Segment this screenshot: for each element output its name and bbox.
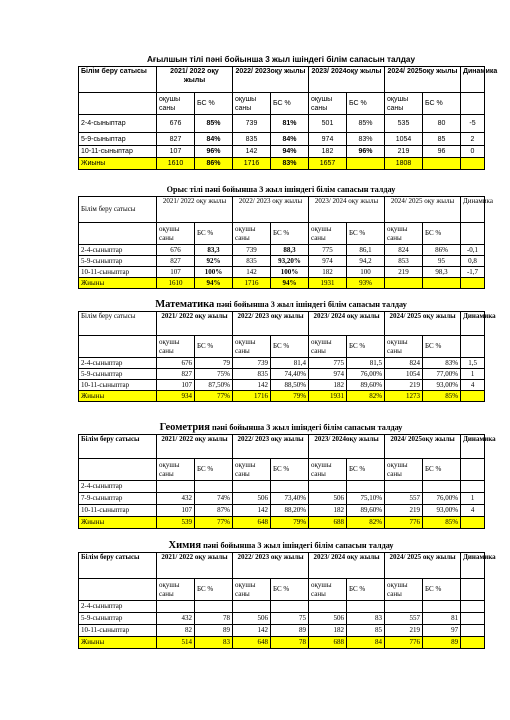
year-header: 2022/ 2023оқу жылы	[233, 67, 309, 93]
year-header: 2022/ 2023 оқу жылы	[233, 435, 309, 459]
col-dynamics: Динамика	[461, 435, 485, 459]
year-header: 2023/ 2024 оқу жылы	[309, 197, 385, 223]
col-stage: Білім беру сатысы	[79, 435, 157, 459]
year-header: 2021/ 2022 оқу жылы	[157, 435, 233, 459]
col-dynamics: Динамика	[461, 197, 485, 223]
total-row: Жиыны 1610 86% 1716 83% 1657 1808	[79, 158, 485, 170]
col-stage: Білім беру сатысы	[79, 197, 157, 223]
year-header: 2023/ 2024оқу жылы	[309, 435, 385, 459]
table-row: 7-9-сыныптар 432 74% 506 73,40% 506 75,10% 557 76,00% 1	[79, 493, 485, 505]
table-title: Математика пәні бойынша 3 жыл ішіндегі білім сапасын талдау	[155, 299, 407, 310]
year-header: 2022/ 2023 оқу жылы	[233, 197, 309, 223]
col-dynamics: Динамика	[461, 67, 485, 93]
total-row: Жиыны 514 83 648 78 688 84 776 89	[79, 637, 485, 649]
year-header: 2023/ 2024 оқу жылы	[309, 553, 385, 579]
year-header: 2021/ 2022 оқу жылы	[157, 553, 233, 579]
sub-pct: БС %	[347, 93, 385, 115]
english-table	[78, 66, 498, 170]
table-title: Химия пәні бойынша 3 жыл ішіндегі білім сапасын талдау	[168, 540, 394, 551]
sub-pct: БС %	[195, 93, 233, 115]
table-row: 10-11-сыныптар 107 100% 142 100% 182 100 219 98,3 -1,7	[79, 267, 485, 278]
math-table: Білім беру сатысы 2021/ 2022 оқу жылы 2022/ 2023 оқу жылы 2023/ 2024 оқу жылы 2024/ 2025 оқу жылы Динамика оқушы саны БС % оқушы саны БС % оқушы саны БС % оқушы саны БС % 2-4-сыныптар 676 79 739 81,4 775 81,5 824 83% 1,5 5-9-сыныптар 827 75% 835 74,40% 974 76,00% 1054 77,00% 1 10-11-сыныптар 107 87,50% 142 88,50% 182 89,60% 219 93,00% 4 Жиыны 934 77% 1716 79% 1931 82% 1273 85%	[78, 311, 485, 402]
col-stage: Білім беру сатысы	[79, 312, 157, 336]
table-row: 2-4-сыныптар	[79, 481, 485, 493]
table-row: 10-11-сыныптар 107 87,50% 142 88,50% 182 89,60% 219 93,00% 4	[79, 380, 485, 391]
russian-analysis	[78, 184, 493, 289]
year-header: 2024/ 2025 оқу жылы	[385, 553, 461, 579]
sub-count: оқушы саны	[233, 93, 271, 115]
russian-table: Білім беру сатысы 2021/ 2022 оқу жылы 2022/ 2023 оқу жылы 2023/ 2024 оқу жылы 2024/ 2025 оқу жылы Динамика оқушы саны БС % оқушы саны БС % оқушы саны БС % оқушы саны БС % 2-4-сыныптар 676 83,3 739 88,3 775 86,1 824 86% -0,1 5-9-сыныптар 827 92% 835 93,20% 974 94,2 853 95 0,8 10-11-сыныптар 107 100% 142 100% 182 100 219 98,3 -1,7 Жиыны 1610 94% 1716 94% 1931 93%	[78, 196, 485, 289]
year-header: 2024/ 2025оқу жылы	[385, 435, 461, 459]
total-row: Жиыны 934 77% 1716 79% 1931 82% 1273 85%	[79, 391, 485, 402]
english-analysis	[78, 54, 498, 170]
sub-pct: БС %	[271, 93, 309, 115]
year-header: 2021/ 2022 оқу жылы	[157, 197, 233, 223]
total-row: Жиыны 1610 94% 1716 94% 1931 93%	[79, 278, 485, 289]
table-row: 2-4-сыныптар	[79, 601, 485, 613]
table-row: 2-4-сыныптар 676 83,3 739 88,3 775 86,1 824 86% -0,1	[79, 245, 485, 256]
table-title: Геометрия пәні бойынша 3 жыл ішіндегі білім сапасын талдау	[159, 422, 403, 433]
table-row: 2-4-сыныптар 676 85% 739 81% 501 85% 535 80 -5	[79, 115, 485, 133]
year-header: 2021/ 2022 оқу жылы	[157, 312, 233, 336]
col-dynamics: Динамика	[461, 553, 485, 579]
table-row: 10-11-сыныптар 107 96% 142 94% 182 96% 219 96 0	[79, 146, 485, 158]
year-header: 2024/ 2025 оқу жылы	[385, 312, 461, 336]
col-stage: Білім беру сатысы	[79, 553, 157, 579]
year-header: 2024/ 2025 оқу жылы	[385, 197, 461, 223]
table-row: 5-9-сыныптар 827 92% 835 93,20% 974 94,2 853 95 0,8	[79, 256, 485, 267]
total-row: Жиыны 539 77% 648 79% 688 82% 776 85%	[79, 517, 485, 529]
geometry-table: Білім беру сатысы 2021/ 2022 оқу жылы 2022/ 2023 оқу жылы 2023/ 2024оқу жылы 2024/ 2025оқу жылы Динамика оқушы саны БС % оқушы саны БС % оқушы саны БС % оқушы саны БС % 2-4-сыныптар 7-9-сыныптар 432 74% 506 73,40% 506 75,10% 557 76,00% 1 10-11-сыныптар 107 87% 142 88,20% 182 89,60% 219 93,00% 4 Жиыны 539 77% 648 79% 688 82% 776 85%	[78, 434, 485, 529]
year-header: 2023/ 2024 оқу жылы	[309, 312, 385, 336]
col-dynamics: Динамика	[461, 312, 485, 336]
year-header: 2024/ 2025оқу жылы	[385, 67, 461, 93]
sub-count: оқушы саны	[385, 93, 423, 115]
sub-count: оқушы саны	[309, 93, 347, 115]
sub-pct: БС %	[423, 93, 461, 115]
chemistry-table: Білім беру сатысы 2021/ 2022 оқу жылы 2022/ 2023 оқу жылы 2023/ 2024 оқу жылы 2024/ 2025 оқу жылы Динамика оқушы саны БС % оқушы саны БС % оқушы саны БС % оқушы саны БС % 2-4-сыныптар 5-9-сыныптар 432 78 506 75 506 83 557 81 10-11-сыныптар 82 89 142 89 182 85 219 97 Жиыны 514 83 648 78 688 84 776 89	[78, 552, 485, 649]
chemistry-analysis	[78, 540, 496, 649]
table-title: Ағылшын тілі пәні бойынша 3 жыл ішіндегі білім сапасын талдау	[146, 55, 416, 64]
table-row: 10-11-сыныптар 82 89 142 89 182 85 219 97	[79, 625, 485, 637]
year-header: 2022/ 2023 оқу жылы	[233, 553, 309, 579]
geometry-analysis	[78, 422, 496, 529]
table-row: 2-4-сыныптар 676 79 739 81,4 775 81,5 824 83% 1,5	[79, 358, 485, 369]
sub-count: оқушы саны	[157, 93, 195, 115]
table-row: 5-9-сыныптар 827 75% 835 74,40% 974 76,00% 1054 77,00% 1	[79, 369, 485, 380]
math-analysis	[78, 299, 496, 402]
year-header: 2022/ 2023 оқу жылы	[233, 312, 309, 336]
year-header: 2021/ 2022 оқу жылы	[157, 67, 233, 93]
table-row: 5-9-сыныптар 827 84% 835 84% 974 83% 1054 85 2	[79, 133, 485, 146]
table-title: Орыс тілі пәні бойынша 3 жыл ішіндегі білім сапасын талдау	[166, 185, 396, 194]
year-header: 2023/ 2024оқу жылы	[309, 67, 385, 93]
table-row: 5-9-сыныптар 432 78 506 75 506 83 557 81	[79, 613, 485, 625]
col-stage: Білім беру сатысы	[79, 67, 157, 93]
table-row: 10-11-сыныптар 107 87% 142 88,20% 182 89,60% 219 93,00% 4	[79, 505, 485, 517]
